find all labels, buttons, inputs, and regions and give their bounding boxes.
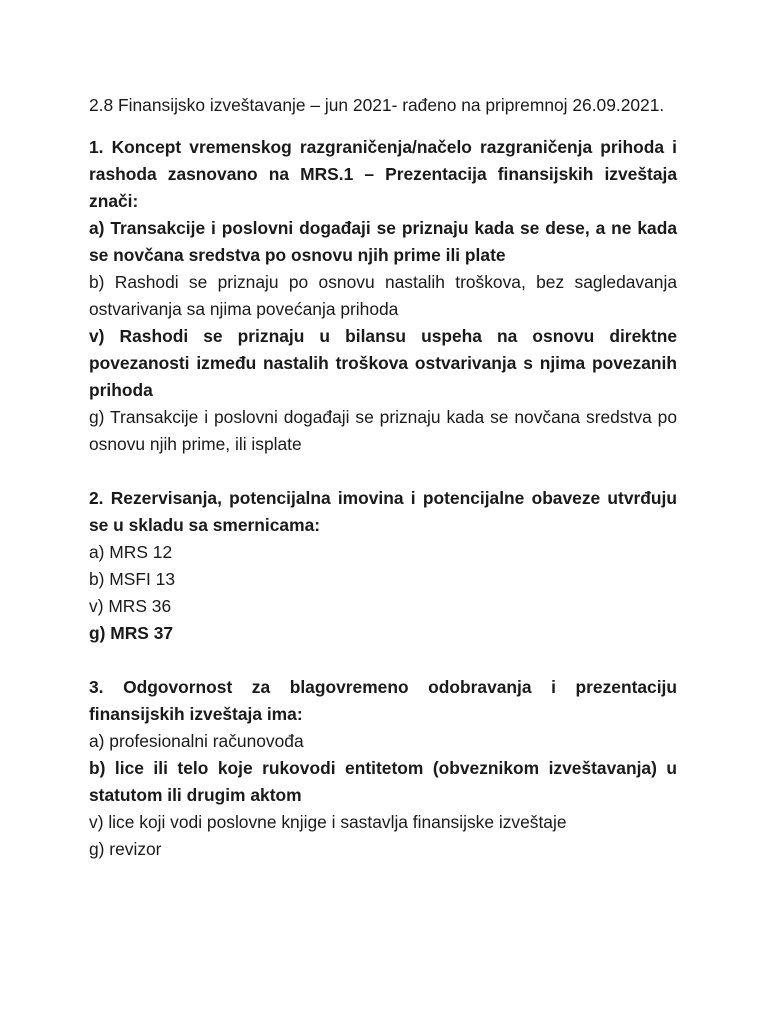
question-text: 2. Rezervisanja, potencijalna imovina i potencijalne obaveze utvrđuju se u skladu sa smernicama: <box>89 488 677 535</box>
answer-option-v: v) lice koji vodi poslovne knjige i sastavlja finansijske izveštaje <box>89 812 567 832</box>
answer-option-g: g) MRS 37 <box>89 623 174 643</box>
question-text: 1. Koncept vremenskog razgraničenja/načelo razgraničenja prihoda i rashoda zasnovano na MRS.1 – Prezentacija finansijskih izveštaja znači: <box>89 137 677 211</box>
answer-option-v: v) Rashodi se priznaju u bilansu uspeha na osnovu direktne povezanosti između nastalih troškova ostvarivanja s njima povezanih prihoda <box>89 326 677 400</box>
answer-option-a: a) profesionalni računovođa <box>89 731 304 751</box>
answer-option-b: b) Rashodi se priznaju po osnovu nastalih troškova, bez sagledavanja ostvarivanja sa njima povećanja prihoda <box>89 272 677 319</box>
answer-option-g: g) Transakcije i poslovni događaji se priznaju kada se novčana sredstva po osnovu njih prime, ili isplate <box>89 407 677 454</box>
answer-option-a: a) MRS 12 <box>89 542 173 562</box>
answer-option-b: b) MSFI 13 <box>89 569 176 589</box>
answer-option-b: b) lice ili telo koje rukovodi entitetom (obveznikom izveštavanja) u statutom ili drugim aktom <box>89 758 677 805</box>
document-intro: 2.8 Finansijsko izveštavanje – jun 2021- rađeno na pripremnoj 26.09.2021. <box>89 95 665 115</box>
answer-option-v: v) MRS 36 <box>89 596 172 616</box>
question-block-1 <box>89 134 677 458</box>
answer-option-g: g) revizor <box>89 839 162 859</box>
document-page <box>89 92 677 890</box>
answer-option-a: a) Transakcije i poslovni događaji se priznaju kada se dese, a ne kada se novčana sredstva po osnovu njih prime ili plate <box>89 218 677 265</box>
question-block-2 <box>89 485 677 647</box>
question-block-3 <box>89 674 677 863</box>
question-text: 3. Odgovornost za blagovremeno odobravanja i prezentaciju finansijskih izveštaja ima: <box>89 677 677 724</box>
